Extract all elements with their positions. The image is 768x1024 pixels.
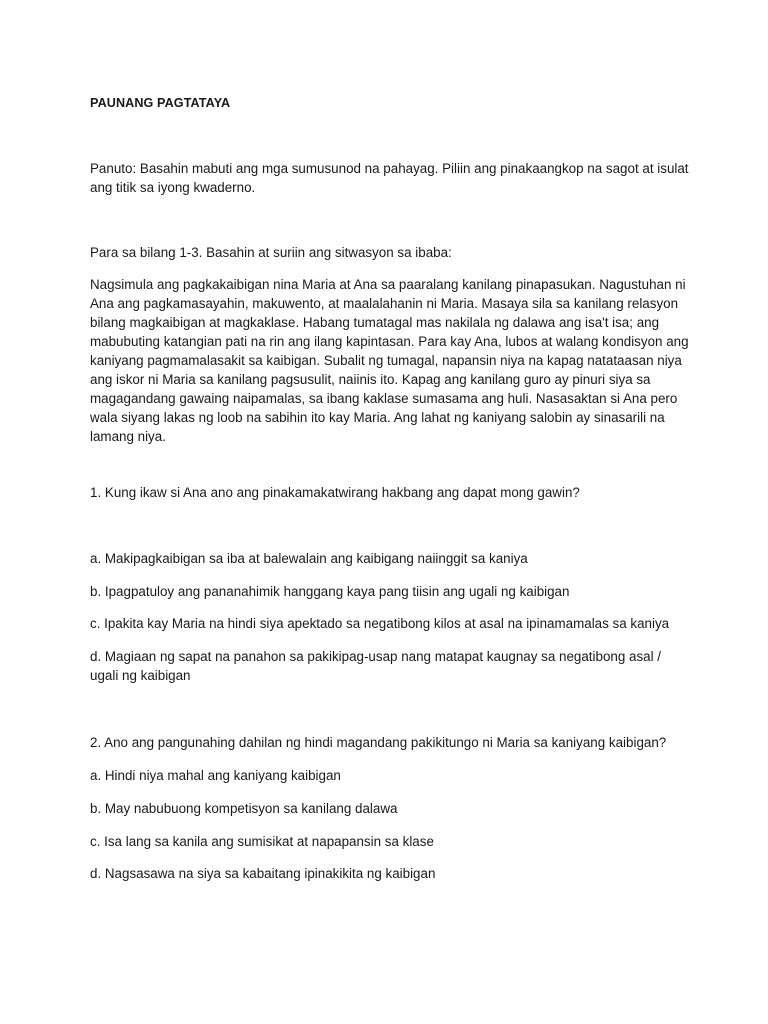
situation-passage: Nagsimula ang pagkakaibigan nina Maria at Ana sa paaralang kanilang pinapasukan. Nagustuhan ni Ana ang pagkamasayahin, makuwento, at maalalahanin ni Maria. Masaya sila sa kanilang relasyon bilang magkaibigan at magkaklase. Habang tumatagal mas nakilala ng dalawa ang isa't isa; ang mabubuting katangian pati na rin ang ilang kapintasan. Para kay Ana, lubos at walang kondisyon ang kaniyang pagmamalasakit sa kaibigan. Subalit ng tumagal, napansin niya na kapag natataasan niya ang iskor ni Maria sa kanilang pagsusulit, naiinis ito. Kapag ang kanilang guro ay pinuri siya sa magagandang gawaing naipamalas, sa ibang kaklase sumasama ang huli. Nasasaktan si Ana pero wala siyang lakas ng loob na sabihin ito kay Maria. Ang lahat ng kaniyang salobin ay sinasarili na lamang niya. [90,277,689,444]
question-2-choice-d: d. Nagsasawa na siya sa kabaitang ipinakikita ng kaibigan [90,866,436,881]
document-title: PAUNANG PAGTATAYA [90,96,231,110]
question-1-choice-d: d. Magiaan ng sapat na panahon sa pakikipag-usap nang matapat kaugnay sa negatibong asal / ugali ng kaibigan [90,649,662,683]
question-2-choice-a: a. Hindi niya mahal ang kaniyang kaibigan [90,768,341,783]
question-2-choice-c: c. Isa lang sa kanila ang sumisikat at napapansin sa klase [90,834,434,849]
question-1: 1. Kung ikaw si Ana ano ang pinakamakatwirang hakbang ang dapat mong gawin? [90,485,580,500]
question-2: 2. Ano ang pangunahing dahilan ng hindi magandang pakikitungo ni Maria sa kaniyang kaibigan? [90,735,667,750]
question-2-choice-b: b. May nabubuong kompetisyon sa kanilang dalawa [90,801,398,816]
instructions-paragraph: Panuto: Basahin mabuti ang mga sumusunod na pahayag. Piliin ang pinakaangkop na sagot at isulat ang titik sa iyong kwaderno. [90,161,689,195]
question-1-choice-a: a. Makipagkaibigan sa iba at balewalain ang kaibigang naiinggit sa kaniya [90,551,528,566]
question-1-choice-c: c. Ipakita kay Maria na hindi siya apektado sa negatibong kilos at asal na ipinamamalas sa kaniya [90,616,670,631]
situation-intro: Para sa bilang 1-3. Basahin at suriin ang sitwasyon sa ibaba: [90,245,452,260]
question-1-choice-b: b. Ipagpatuloy ang pananahimik hanggang kaya pang tiisin ang ugali ng kaibigan [90,584,570,599]
